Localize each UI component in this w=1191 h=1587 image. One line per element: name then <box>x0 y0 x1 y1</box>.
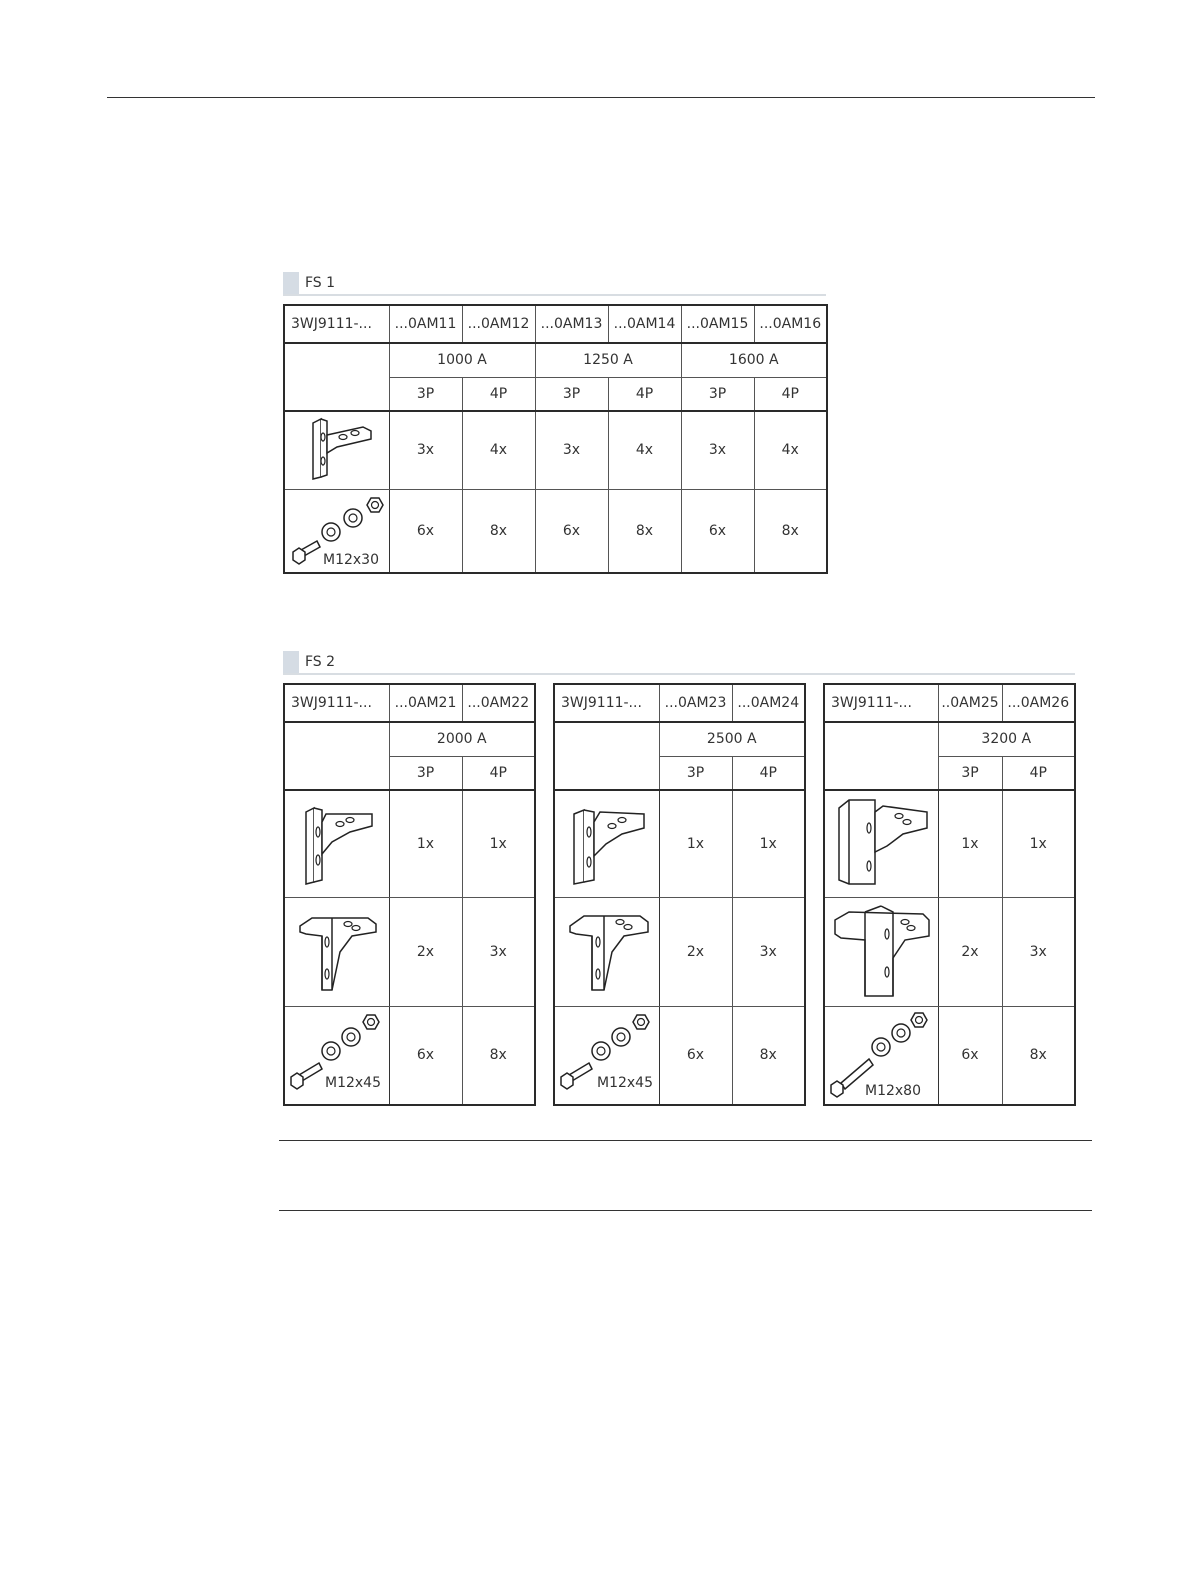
fs1-bolt-label: M12x30 <box>323 551 379 568</box>
fs2-bracket-a-cell <box>284 790 389 897</box>
fs1-bolt-cell <box>284 489 389 573</box>
fs1-bracket-qty: 4x <box>754 411 827 489</box>
fs2-table-3200a <box>823 683 1076 1106</box>
fs2-current: 2000 A <box>389 722 535 756</box>
fs2-bracket-b-qty: 3x <box>732 897 805 1006</box>
fs1-bracket-qty: 4x <box>608 411 681 489</box>
fs1-pole: 4P <box>754 377 827 411</box>
fs2-bracket-a-qty: 1x <box>938 790 1002 897</box>
fs2-bolt-label: M12x45 <box>325 1074 381 1091</box>
fs2-empty-header <box>824 722 938 790</box>
fs1-bolt-qty: 8x <box>754 489 827 573</box>
fs2-bracket-b-cell <box>554 897 659 1006</box>
fs2-code-prefix: 3WJ9111-... <box>824 684 938 722</box>
fs2-pole: 4P <box>732 756 805 790</box>
l-bracket-icon <box>297 413 377 483</box>
fs2-bracket-b-qty: 3x <box>1002 897 1075 1006</box>
fs1-bracket-qty: 3x <box>389 411 462 489</box>
fs2-bolt-cell <box>824 1006 938 1105</box>
fs2-code: ...0AM21 <box>389 684 462 722</box>
fs2-code: ...0AM24 <box>732 684 805 722</box>
fs1-bolt-qty: 8x <box>608 489 681 573</box>
fs2-bracket-b-qty: 2x <box>659 897 732 1006</box>
t-bracket-icon <box>292 794 382 890</box>
fs1-pole: 3P <box>535 377 608 411</box>
fs2-pole: 4P <box>462 756 535 790</box>
fs1-pole: 3P <box>389 377 462 411</box>
fs1-code: ...0AM11 <box>389 305 462 343</box>
fs2-bracket-b-cell <box>284 897 389 1006</box>
fs2-empty-header <box>284 722 389 790</box>
fs2-code: ...0AM23 <box>659 684 732 722</box>
fs2-label-line <box>283 673 1075 675</box>
fs1-bracket-cell <box>284 411 389 489</box>
fs1-code: ...0AM16 <box>754 305 827 343</box>
fs2-code-prefix: 3WJ9111-... <box>554 684 659 722</box>
note-bottom-rule <box>279 1210 1092 1211</box>
cross-bracket-icon <box>292 902 382 998</box>
fs2-bolt-qty: 6x <box>659 1006 732 1105</box>
fs1-bolt-qty: 6x <box>681 489 754 573</box>
fs1-bolt-qty: 8x <box>462 489 535 573</box>
fs2-pole: 3P <box>389 756 462 790</box>
fs1-code: ...0AM12 <box>462 305 535 343</box>
fs2-bracket-a-qty: 1x <box>1002 790 1075 897</box>
fs1-bracket-qty: 3x <box>681 411 754 489</box>
fs1-label-marker <box>283 272 299 294</box>
fs1-current: 1250 A <box>535 343 681 377</box>
fs1-label-line <box>283 294 826 296</box>
fs1-label-text: FS 1 <box>305 275 336 291</box>
fs2-bracket-b-qty: 2x <box>389 897 462 1006</box>
fs2-bolt-qty: 6x <box>389 1006 462 1105</box>
fs2-bolt-label: M12x45 <box>597 1074 653 1091</box>
fs1-bolt-qty: 6x <box>389 489 462 573</box>
fs2-code-prefix: 3WJ9111-... <box>284 684 389 722</box>
fs2-bolt-cell <box>284 1006 389 1105</box>
fs1-empty-header <box>284 343 389 411</box>
fs2-table-2500a <box>553 683 806 1106</box>
fs2-label <box>283 651 335 673</box>
fs2-bolt-qty: 6x <box>938 1006 1002 1105</box>
block-bracket-icon <box>829 792 933 892</box>
fs2-bolt-label: M12x80 <box>865 1082 921 1099</box>
fs2-bracket-a-qty: 1x <box>389 790 462 897</box>
fs1-code: ...0AM14 <box>608 305 681 343</box>
fs2-pole: 3P <box>938 756 1002 790</box>
fs2-bolt-qty: 8x <box>1002 1006 1075 1105</box>
fs1-pole: 3P <box>681 377 754 411</box>
header-rule <box>107 97 1095 98</box>
fs2-current: 3200 A <box>938 722 1075 756</box>
fs1-pole: 4P <box>608 377 681 411</box>
fs2-label-marker <box>283 651 299 673</box>
fs2-bolt-cell <box>554 1006 659 1105</box>
fs2-table-2000a <box>283 683 536 1106</box>
fs2-bracket-a-cell <box>554 790 659 897</box>
fs1-current: 1000 A <box>389 343 535 377</box>
fs2-current: 2500 A <box>659 722 805 756</box>
fs2-bracket-a-qty: 1x <box>462 790 535 897</box>
fs2-empty-header <box>554 722 659 790</box>
fs1-table <box>283 304 828 574</box>
fs2-bracket-a-qty: 1x <box>659 790 732 897</box>
note-top-rule <box>279 1140 1092 1141</box>
fs2-bracket-a-cell <box>824 790 938 897</box>
fs2-code: ..0AM25 <box>938 684 1002 722</box>
fs2-bracket-b-qty: 3x <box>462 897 535 1006</box>
fs1-bracket-qty: 3x <box>535 411 608 489</box>
fs2-bolt-qty: 8x <box>732 1006 805 1105</box>
block-cross-bracket-icon <box>829 900 933 1000</box>
fs1-pole: 4P <box>462 377 535 411</box>
fs1-code: ...0AM15 <box>681 305 754 343</box>
fs1-bracket-qty: 4x <box>462 411 535 489</box>
fs2-pole: 4P <box>1002 756 1075 790</box>
fs1-bolt-qty: 6x <box>535 489 608 573</box>
fs2-label-text: FS 2 <box>305 654 336 670</box>
fs1-label <box>283 272 335 294</box>
fs1-code-prefix: 3WJ9111-... <box>284 305 389 343</box>
fs1-code: ...0AM13 <box>535 305 608 343</box>
t-bracket-icon <box>562 794 652 890</box>
fs2-bracket-b-cell <box>824 897 938 1006</box>
fs2-code: ...0AM26 <box>1002 684 1075 722</box>
fs1-current: 1600 A <box>681 343 827 377</box>
fs2-pole: 3P <box>659 756 732 790</box>
fs2-bolt-qty: 8x <box>462 1006 535 1105</box>
cross-bracket-icon <box>562 902 652 998</box>
fs2-bracket-b-qty: 2x <box>938 897 1002 1006</box>
fs2-code: ...0AM22 <box>462 684 535 722</box>
fs2-bracket-a-qty: 1x <box>732 790 805 897</box>
